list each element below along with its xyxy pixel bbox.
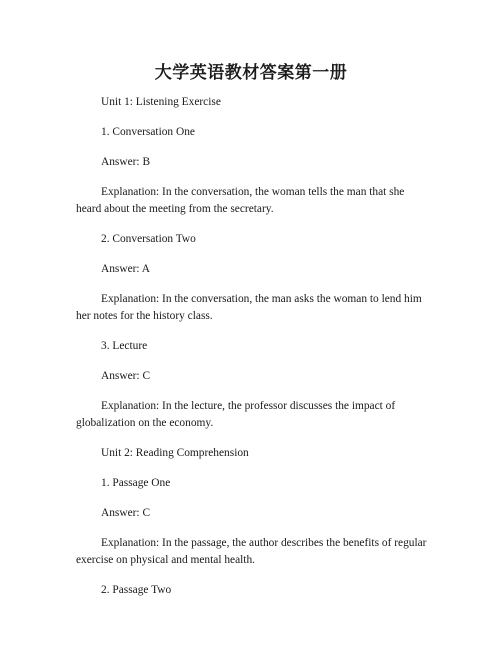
answer-line: Answer: C	[101, 370, 151, 382]
item-heading: 3. Lecture	[101, 340, 148, 352]
unit-heading: Unit 1: Listening Exercise	[101, 96, 221, 108]
document-body	[76, 94, 428, 611]
explanation-paragraph: Explanation: In the lecture, the professor discusses the impact of globalization on the economy.	[76, 400, 396, 429]
explanation-paragraph: Explanation: In the conversation, the woman tells the man that she heard about the meeting from the secretary.	[76, 186, 405, 215]
answer-line: Answer: C	[101, 507, 151, 519]
item-heading: 2. Passage Two	[101, 584, 172, 596]
answer-line: Answer: B	[101, 156, 151, 168]
page-title: 大学英语教材答案第一册	[154, 63, 348, 83]
item-heading: 2. Conversation Two	[101, 233, 196, 245]
item-heading: 1. Passage One	[101, 477, 171, 489]
item-heading: 1. Conversation One	[101, 126, 195, 138]
explanation-paragraph: Explanation: In the conversation, the man asks the woman to lend him her notes for the history class.	[76, 293, 422, 322]
unit-heading: Unit 2: Reading Comprehension	[101, 447, 249, 459]
answer-line: Answer: A	[101, 263, 151, 275]
explanation-paragraph: Explanation: In the passage, the author describes the benefits of regular exercise on physical and mental health.	[76, 537, 427, 566]
